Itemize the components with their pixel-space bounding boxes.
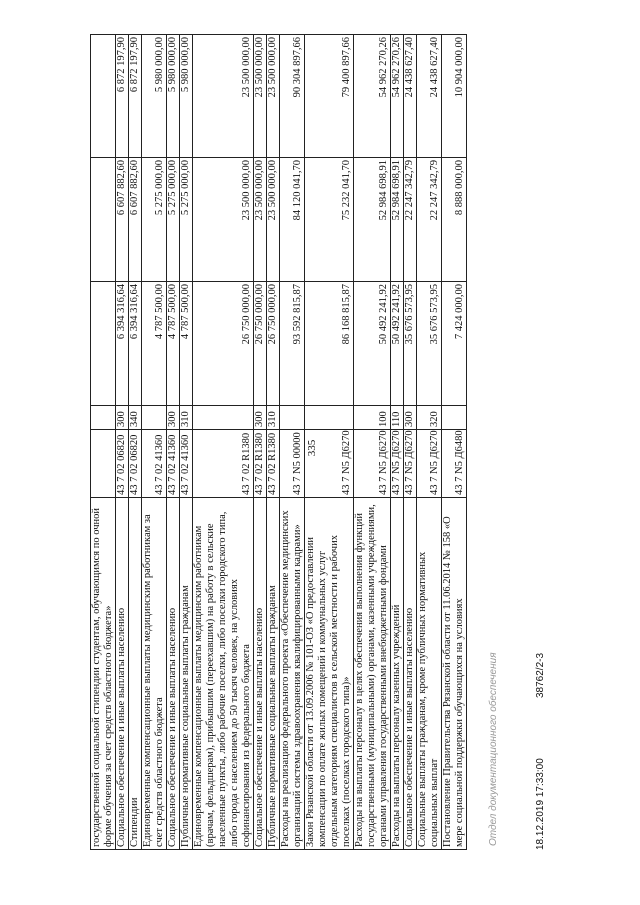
row-code-cell: 43 7 N5 Д6270 (354, 430, 391, 498)
row-code-cell: 43 7 N5 Д6270 (404, 430, 417, 498)
table-row (142, 35, 167, 850)
row-value-cell-2 (91, 158, 116, 282)
row-value-cell-2: 22 247 342,79 (404, 158, 417, 282)
row-expense-type-cell: 320 (417, 406, 442, 430)
row-value-cell-3: 90 304 897,66 (280, 35, 305, 158)
row-name-cell: Единовременные компенсационные выплаты медицинским работникам за счет средств областного бюджета (142, 498, 167, 850)
row-expense-type-cell: 300 (404, 406, 417, 430)
row-value-cell-2: 8 888 000,00 (442, 158, 467, 282)
row-value-cell-3: 6 872 197,90 (116, 35, 129, 158)
row-expense-type-cell (91, 406, 116, 430)
row-name-cell: Социальное обеспечение и иные выплаты населению (254, 498, 267, 850)
table-row (267, 35, 280, 850)
row-value-cell-3: 23 500 000,00 (267, 35, 280, 158)
row-value-cell-3: 5 980 000,00 (142, 35, 167, 158)
table-row (391, 35, 404, 850)
row-value-cell-3: 24 438 627,40 (417, 35, 442, 158)
row-code-cell: 43 7 N5 Д6270 (417, 430, 442, 498)
row-value-cell-1: 93 592 815,87 (280, 282, 305, 406)
row-expense-type-cell (142, 406, 167, 430)
table-row (354, 35, 391, 850)
row-name-cell: Расходы на выплаты персоналу казенных учреждений (391, 498, 404, 850)
row-value-cell-2: 6 607 882,60 (129, 158, 142, 282)
row-expense-type-cell: 100 (354, 406, 391, 430)
row-value-cell-3: 24 438 627,40 (404, 35, 417, 158)
row-value-cell-2: 22 247 342,79 (417, 158, 442, 282)
table-row (442, 35, 467, 850)
row-value-cell-1: 4 787 500,00 (180, 282, 193, 406)
row-value-cell-2: 52 984 698,91 (391, 158, 404, 282)
row-code-cell: 43 7 N5 Д6480 (442, 430, 467, 498)
row-code-cell: 43 7 02 41360 (167, 430, 180, 498)
row-value-cell-2: 6 607 882,60 (116, 158, 129, 282)
row-expense-type-cell (193, 406, 254, 430)
table-row (193, 35, 254, 850)
row-value-cell-1: 4 787 500,00 (167, 282, 180, 406)
page-number: 335 (306, 439, 318, 457)
row-name-cell: Социальное обеспечение и иные выплаты населению (116, 498, 129, 850)
row-code-cell: 43 7 02 R1380 (267, 430, 280, 498)
row-expense-type-cell: 310 (180, 406, 193, 430)
table-row (417, 35, 442, 850)
row-code-cell: 43 7 N5 00000 (280, 430, 305, 498)
row-code-cell: 43 7 N5 Д6270 (305, 430, 354, 498)
row-value-cell-1: 86 168 815,87 (305, 282, 354, 406)
row-name-cell: Стипендии (129, 498, 142, 850)
row-value-cell-3: 5 980 000,00 (180, 35, 193, 158)
budget-table-body (91, 35, 467, 850)
row-value-cell-3: 23 500 000,00 (254, 35, 267, 158)
row-value-cell-2: 52 984 698,91 (354, 158, 391, 282)
row-expense-type-cell: 300 (167, 406, 180, 430)
rotated-page-content (90, 35, 590, 850)
row-code-cell (91, 430, 116, 498)
row-value-cell-2: 5 275 000,00 (180, 158, 193, 282)
row-expense-type-cell (442, 406, 467, 430)
table-row (305, 35, 354, 850)
table-row (280, 35, 305, 850)
table-row (91, 35, 116, 850)
row-code-cell: 43 7 02 R1380 (193, 430, 254, 498)
row-name-cell: Социальное обеспечение и иные выплаты населению (167, 498, 180, 850)
row-value-cell-1: 4 787 500,00 (142, 282, 167, 406)
row-expense-type-cell: 110 (391, 406, 404, 430)
row-name-cell: государственной социальной стипендии студентам, обучающимся по очной форме обучения за счет средств областного бюджета» (91, 498, 116, 850)
row-value-cell-2: 5 275 000,00 (167, 158, 180, 282)
table-row (180, 35, 193, 850)
row-value-cell-1: 6 394 316,64 (116, 282, 129, 406)
budget-table (90, 34, 467, 850)
row-value-cell-1: 7 424 000,00 (442, 282, 467, 406)
row-name-cell: Расходы на реализацию федерального проекта «Обеспечение медицинских организаций системы здравоохранения квалифицированными кадрами» (280, 498, 305, 850)
row-value-cell-1 (91, 282, 116, 406)
row-value-cell-1: 26 750 000,00 (193, 282, 254, 406)
print-timestamp: 18.12.2019 17:33:00 (535, 758, 546, 850)
row-value-cell-1: 26 750 000,00 (254, 282, 267, 406)
row-value-cell-3 (91, 35, 116, 158)
row-code-cell: 43 7 02 R1380 (254, 430, 267, 498)
row-expense-type-cell: 310 (267, 406, 280, 430)
row-value-cell-1: 35 676 573,95 (404, 282, 417, 406)
table-row (167, 35, 180, 850)
row-value-cell-3: 79 400 897,66 (305, 35, 354, 158)
row-name-cell: Социальное обеспечение и иные выплаты населению (404, 498, 417, 850)
row-code-cell: 43 7 02 41360 (180, 430, 193, 498)
row-value-cell-3: 23 500 000,00 (193, 35, 254, 158)
row-value-cell-2: 5 275 000,00 (142, 158, 167, 282)
row-value-cell-1: 26 750 000,00 (267, 282, 280, 406)
row-value-cell-2: 23 500 000,00 (254, 158, 267, 282)
table-row (254, 35, 267, 850)
row-value-cell-1: 50 492 241,92 (354, 282, 391, 406)
page-footer (535, 35, 555, 850)
row-value-cell-3: 10 904 000,00 (442, 35, 467, 158)
row-code-cell: 43 7 02 06820 (129, 430, 142, 498)
row-value-cell-2: 75 232 041,70 (305, 158, 354, 282)
row-expense-type-cell: 300 (116, 406, 129, 430)
row-value-cell-2: 23 500 000,00 (267, 158, 280, 282)
row-value-cell-2: 23 500 000,00 (193, 158, 254, 282)
row-name-cell: Социальные выплаты гражданам, кроме публичных нормативных социальных выплат (417, 498, 442, 850)
table-row (404, 35, 417, 850)
row-expense-type-cell (280, 406, 305, 430)
row-name-cell: Единовременные компенсационные выплаты медицинским работникам (врачам, фельдшерам), прибывшим (переехавшим) на работу в сельские населенные пункты, либо рабочие поселки, либо поселки городского типа, либо города с населением до 50 тысяч человек, на условиях софинансирования из федерального бюджета (193, 498, 254, 850)
row-value-cell-3: 5 980 000,00 (167, 35, 180, 158)
row-name-cell: Публичные нормативные социальные выплаты гражданам (267, 498, 280, 850)
document-id: 38762/2-3 (535, 652, 546, 698)
row-name-cell: Расходы на выплаты персоналу в целях обеспечения выполнения функций государственными (муниципальными) органами, казенными учреждениями, органами управления государственными внебюджетными фондами (354, 498, 391, 850)
row-code-cell: 43 7 02 41360 (142, 430, 167, 498)
row-code-cell: 43 7 02 06820 (116, 430, 129, 498)
department-stamp: Отдел документационного обеспечения (488, 652, 499, 846)
row-value-cell-1: 50 492 241,92 (391, 282, 404, 406)
row-value-cell-1: 6 394 316,64 (129, 282, 142, 406)
row-expense-type-cell: 300 (254, 406, 267, 430)
row-name-cell: Постановление Правительства Рязанской области от 11.06.2014 № 158 «О мере социальной поддержки обучающихся на условиях (442, 498, 467, 850)
table-row (116, 35, 129, 850)
row-value-cell-3: 54 962 270,26 (354, 35, 391, 158)
row-value-cell-3: 6 872 197,90 (129, 35, 142, 158)
row-value-cell-2: 84 120 041,70 (280, 158, 305, 282)
row-value-cell-3: 54 962 270,26 (391, 35, 404, 158)
table-row (129, 35, 142, 850)
row-code-cell: 43 7 N5 Д6270 (391, 430, 404, 498)
row-value-cell-1: 35 676 573,95 (417, 282, 442, 406)
row-expense-type-cell (305, 406, 354, 430)
row-name-cell: Публичные нормативные социальные выплаты гражданам (180, 498, 193, 850)
row-expense-type-cell: 340 (129, 406, 142, 430)
row-name-cell: Закон Рязанской области от 13.09.2006 № 101-ОЗ «О предоставлении компенсации по оплате жилых помещений и коммунальных услуг отдельным категориям специалистов в сельской местности и рабочих поселках (поселках городского типа)» (305, 498, 354, 850)
